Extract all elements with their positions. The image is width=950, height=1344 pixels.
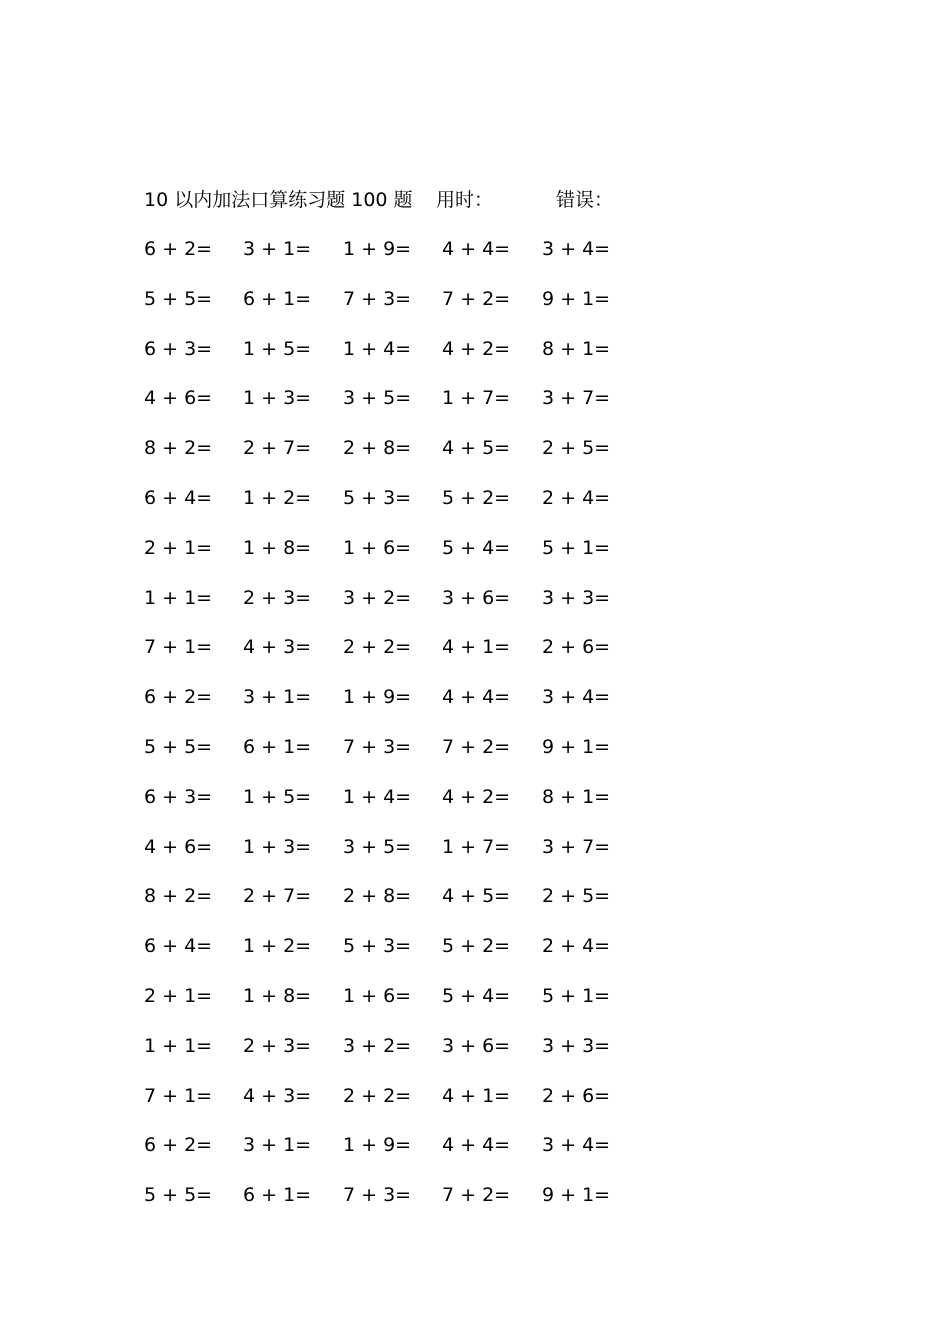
addition-problem: 4 + 1= <box>442 1084 511 1107</box>
addition-problem: 2 + 5= <box>542 885 611 908</box>
addition-problem: 1 + 3= <box>243 835 312 858</box>
addition-problem: 2 + 7= <box>243 437 312 460</box>
addition-problem: 4 + 5= <box>442 437 511 460</box>
problem-row <box>144 683 644 733</box>
addition-problem: 9 + 1= <box>542 1184 611 1207</box>
addition-problem: 2 + 7= <box>243 885 312 908</box>
addition-problem: 2 + 3= <box>243 586 312 609</box>
problem-row <box>144 1181 644 1231</box>
addition-problem: 3 + 7= <box>542 835 611 858</box>
addition-problem: 5 + 4= <box>442 536 511 559</box>
addition-problem: 6 + 3= <box>144 337 213 360</box>
addition-problem: 2 + 1= <box>144 984 213 1007</box>
worksheet-title: 10 以内加法口算练习题 100 题 <box>144 189 413 211</box>
addition-problem: 5 + 5= <box>144 1184 213 1207</box>
addition-problem: 8 + 2= <box>144 885 213 908</box>
addition-problem: 1 + 6= <box>343 984 412 1007</box>
addition-problem: 5 + 1= <box>542 984 611 1007</box>
addition-problem: 1 + 8= <box>243 984 312 1007</box>
addition-problem: 1 + 4= <box>343 337 412 360</box>
problem-row <box>144 335 644 385</box>
addition-problem: 4 + 3= <box>243 636 312 659</box>
problem-row <box>144 733 644 783</box>
addition-problem: 7 + 3= <box>343 287 412 310</box>
addition-problem: 5 + 2= <box>442 486 511 509</box>
addition-problem: 6 + 3= <box>144 785 213 808</box>
addition-problem: 1 + 7= <box>442 387 511 410</box>
problem-row <box>144 932 644 982</box>
problem-row <box>144 982 644 1032</box>
problem-row <box>144 235 644 285</box>
addition-problem: 3 + 3= <box>542 586 611 609</box>
addition-problem: 6 + 1= <box>243 1184 312 1207</box>
addition-problem: 2 + 2= <box>343 1084 412 1107</box>
addition-problem: 5 + 4= <box>442 984 511 1007</box>
addition-problem: 3 + 4= <box>542 1134 611 1157</box>
addition-problem: 2 + 5= <box>542 437 611 460</box>
addition-problem: 7 + 1= <box>144 636 213 659</box>
problem-row <box>144 833 644 883</box>
problem-row <box>144 584 644 634</box>
addition-problem: 3 + 3= <box>542 1034 611 1057</box>
addition-problem: 1 + 9= <box>343 238 412 260</box>
worksheet-header <box>144 186 624 214</box>
addition-problem: 1 + 2= <box>243 486 312 509</box>
problem-grid <box>144 235 644 1231</box>
time-used-label: 用时： <box>436 189 494 211</box>
addition-problem: 4 + 4= <box>442 686 511 709</box>
addition-problem: 7 + 1= <box>144 1084 213 1107</box>
addition-problem: 1 + 3= <box>243 387 312 410</box>
addition-problem: 8 + 1= <box>542 337 611 360</box>
addition-problem: 4 + 3= <box>243 1084 312 1107</box>
addition-problem: 9 + 1= <box>542 287 611 310</box>
addition-problem: 4 + 1= <box>442 636 511 659</box>
addition-problem: 8 + 1= <box>542 785 611 808</box>
problem-row <box>144 434 644 484</box>
addition-problem: 3 + 1= <box>243 238 312 260</box>
addition-problem: 1 + 7= <box>442 835 511 858</box>
addition-problem: 4 + 4= <box>442 238 511 260</box>
addition-problem: 6 + 2= <box>144 238 213 260</box>
addition-problem: 5 + 1= <box>542 536 611 559</box>
addition-problem: 5 + 2= <box>442 935 511 958</box>
addition-problem: 4 + 5= <box>442 885 511 908</box>
addition-problem: 2 + 3= <box>243 1034 312 1057</box>
addition-problem: 6 + 2= <box>144 686 213 709</box>
addition-problem: 2 + 8= <box>343 885 412 908</box>
addition-problem: 2 + 6= <box>542 636 611 659</box>
addition-problem: 3 + 7= <box>542 387 611 410</box>
addition-problem: 5 + 5= <box>144 735 213 758</box>
addition-problem: 3 + 4= <box>542 686 611 709</box>
addition-problem: 5 + 5= <box>144 287 213 310</box>
addition-problem: 4 + 2= <box>442 337 511 360</box>
addition-problem: 7 + 2= <box>442 287 511 310</box>
addition-problem: 6 + 1= <box>243 287 312 310</box>
addition-problem: 5 + 3= <box>343 486 412 509</box>
addition-problem: 3 + 2= <box>343 586 412 609</box>
addition-problem: 2 + 1= <box>144 536 213 559</box>
errors-label: 错误： <box>556 189 614 211</box>
addition-problem: 1 + 9= <box>343 686 412 709</box>
addition-problem: 4 + 6= <box>144 835 213 858</box>
addition-problem: 4 + 2= <box>442 785 511 808</box>
problem-row <box>144 1032 644 1082</box>
addition-problem: 3 + 1= <box>243 686 312 709</box>
addition-problem: 3 + 1= <box>243 1134 312 1157</box>
addition-problem: 7 + 2= <box>442 735 511 758</box>
addition-problem: 9 + 1= <box>542 735 611 758</box>
addition-problem: 7 + 3= <box>343 735 412 758</box>
addition-problem: 1 + 2= <box>243 935 312 958</box>
addition-problem: 3 + 6= <box>442 1034 511 1057</box>
addition-problem: 6 + 4= <box>144 486 213 509</box>
addition-problem: 3 + 6= <box>442 586 511 609</box>
addition-problem: 2 + 2= <box>343 636 412 659</box>
addition-problem: 7 + 3= <box>343 1184 412 1207</box>
problem-row <box>144 484 644 534</box>
problem-row <box>144 633 644 683</box>
addition-problem: 1 + 4= <box>343 785 412 808</box>
addition-problem: 2 + 6= <box>542 1084 611 1107</box>
addition-problem: 3 + 5= <box>343 835 412 858</box>
addition-problem: 2 + 4= <box>542 486 611 509</box>
addition-problem: 6 + 4= <box>144 935 213 958</box>
addition-problem: 1 + 9= <box>343 1134 412 1157</box>
problem-row <box>144 783 644 833</box>
addition-problem: 4 + 4= <box>442 1134 511 1157</box>
addition-problem: 1 + 6= <box>343 536 412 559</box>
addition-problem: 2 + 8= <box>343 437 412 460</box>
problem-row <box>144 882 644 932</box>
addition-problem: 7 + 2= <box>442 1184 511 1207</box>
addition-problem: 1 + 5= <box>243 785 312 808</box>
addition-problem: 1 + 5= <box>243 337 312 360</box>
addition-problem: 5 + 3= <box>343 935 412 958</box>
addition-problem: 4 + 6= <box>144 387 213 410</box>
problem-row <box>144 1131 644 1181</box>
problem-row <box>144 534 644 584</box>
addition-problem: 1 + 1= <box>144 586 213 609</box>
addition-problem: 8 + 2= <box>144 437 213 460</box>
addition-problem: 6 + 2= <box>144 1134 213 1157</box>
addition-problem: 1 + 8= <box>243 536 312 559</box>
addition-problem: 3 + 4= <box>542 238 611 260</box>
problem-row <box>144 1082 644 1132</box>
addition-problem: 3 + 2= <box>343 1034 412 1057</box>
addition-problem: 3 + 5= <box>343 387 412 410</box>
addition-problem: 2 + 4= <box>542 935 611 958</box>
problem-row <box>144 384 644 434</box>
addition-problem: 6 + 1= <box>243 735 312 758</box>
problem-row <box>144 285 644 335</box>
addition-problem: 1 + 1= <box>144 1034 213 1057</box>
